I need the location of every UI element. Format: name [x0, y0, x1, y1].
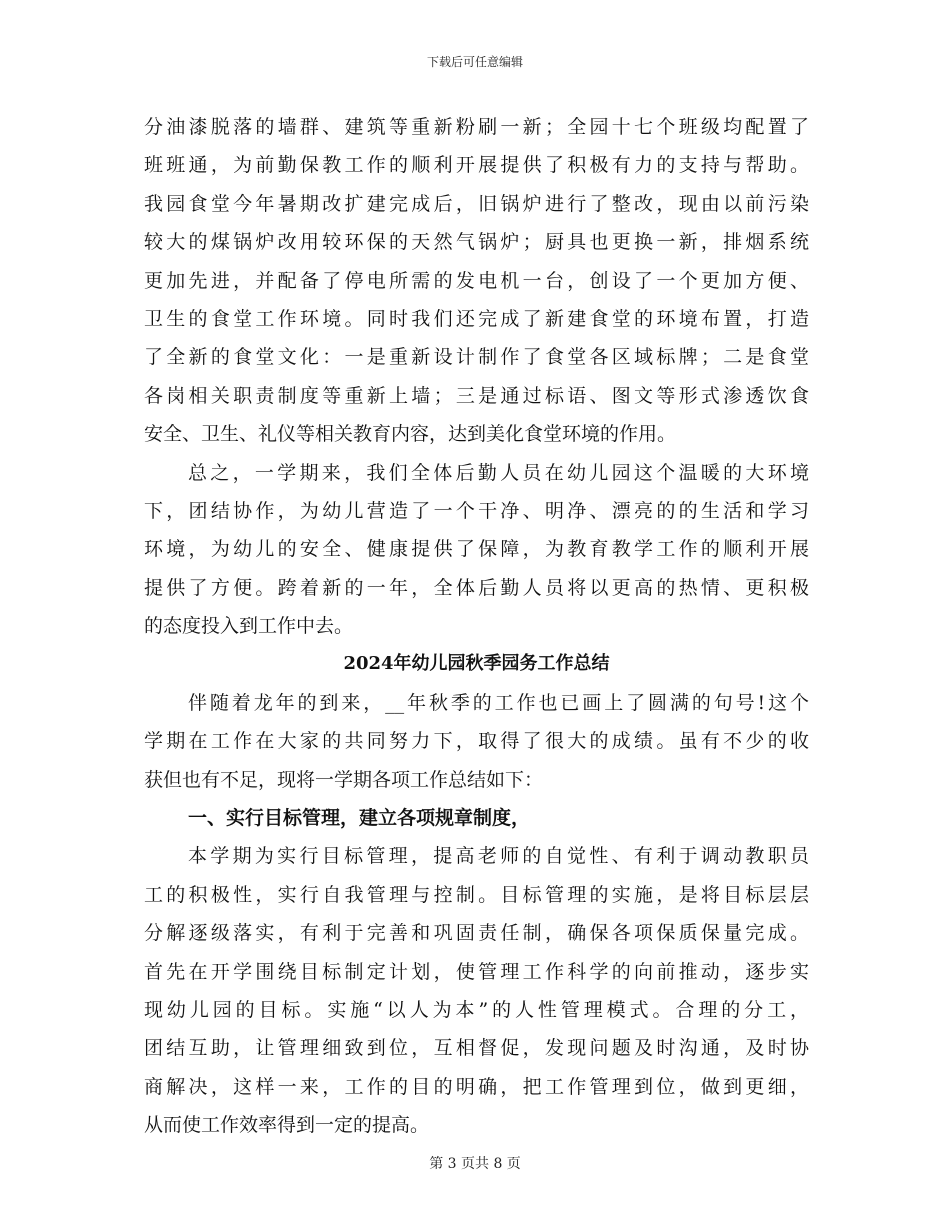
- paragraph-line: 卫生的食堂工作环境。同时我们还完成了新建食堂的环境布置，打造: [144, 307, 809, 330]
- paragraph-line: 我园食堂今年暑期改扩建完成后，旧锅炉进行了整改，现由以前污染: [144, 192, 809, 215]
- paragraph-line: 学期在工作在大家的共同努力下，取得了很大的成绩。虽有不少的收: [144, 730, 809, 753]
- paragraph-line: 商解决，这样一来，工作的目的明确，把工作管理到位，做到更细，: [144, 1075, 809, 1098]
- paragraph-line: 分解逐级落实，有利于完善和巩固责任制，确保各项保质保量完成。: [144, 922, 809, 945]
- paragraph-line: 提供了方便。跨着新的一年，全体后勤人员将以更高的热情、更积极: [144, 576, 809, 599]
- paragraph-line: 伴随着龙年的到来，__年秋季的工作也已画上了圆满的句号!这个: [188, 691, 809, 714]
- page-footer: 第 3 页共 8 页: [429, 1156, 521, 1172]
- document-body: [144, 108, 809, 1145]
- paragraph-line: 总之，一学期来，我们全体后勤人员在幼儿园这个温暖的大环境: [188, 461, 809, 484]
- paragraph-line: 分油漆脱落的墙群、建筑等重新粉刷一新；全园十七个班级均配置了: [144, 116, 809, 138]
- paragraph-line: 本学期为实行目标管理，提高老师的自觉性、有利于调动教职员: [188, 845, 809, 868]
- paragraph-line: 了全新的食堂文化：一是重新设计制作了食堂各区域标牌；二是食堂: [144, 346, 809, 369]
- paragraph-line: 现幼儿园的目标。实施“以人为本”的人性管理模式。合理的分工，: [144, 998, 809, 1021]
- paragraph-line: 获但也有不足，现将一学期各项工作总结如下：: [144, 768, 544, 791]
- paragraph-line: 从而使工作效率得到一定的提高。: [144, 1114, 430, 1137]
- section-heading: 一、实行目标管理，建立各项规章制度，: [188, 807, 531, 830]
- paragraph-line: 较大的煤锅炉改用较环保的天然气锅炉；厨具也更换一新，排烟系统: [144, 231, 809, 254]
- paragraph-line: 安全、卫生、礼仪等相关教育内容，达到美化食堂环境的作用。: [144, 423, 677, 446]
- paragraph-line: 班班通，为前勤保教工作的顺利开展提供了积极有力的支持与帮助。: [144, 154, 809, 177]
- paragraph-line: 下，团结协作，为幼儿营造了一个干净、明净、漂亮的的生活和学习: [144, 499, 809, 522]
- page-header: 下载后可任意编辑: [426, 55, 523, 69]
- paragraph-line: 工的积极性，实行自我管理与控制。目标管理的实施，是将目标层层: [144, 883, 809, 906]
- paragraph-line: 环境，为幼儿的安全、健康提供了保障，为教育教学工作的顺利开展: [144, 538, 809, 561]
- paragraph-line: 首先在开学围绕目标制定计划，使管理工作科学的向前推动，逐步实: [144, 960, 809, 983]
- paragraph-line: 的态度投入到工作中去。: [144, 615, 354, 638]
- paragraph-line: 团结互助，让管理细致到位，互相督促，发现问题及时沟通，及时协: [144, 1037, 809, 1060]
- paragraph-line: 更加先进，并配备了停电所需的发电机一台，创设了一个更加方便、: [144, 269, 809, 292]
- document-title: 2024年幼儿园秋季园务工作总结: [343, 653, 610, 675]
- paragraph-line: 各岗相关职责制度等重新上墙；三是通过标语、图文等形式渗透饮食: [144, 384, 809, 407]
